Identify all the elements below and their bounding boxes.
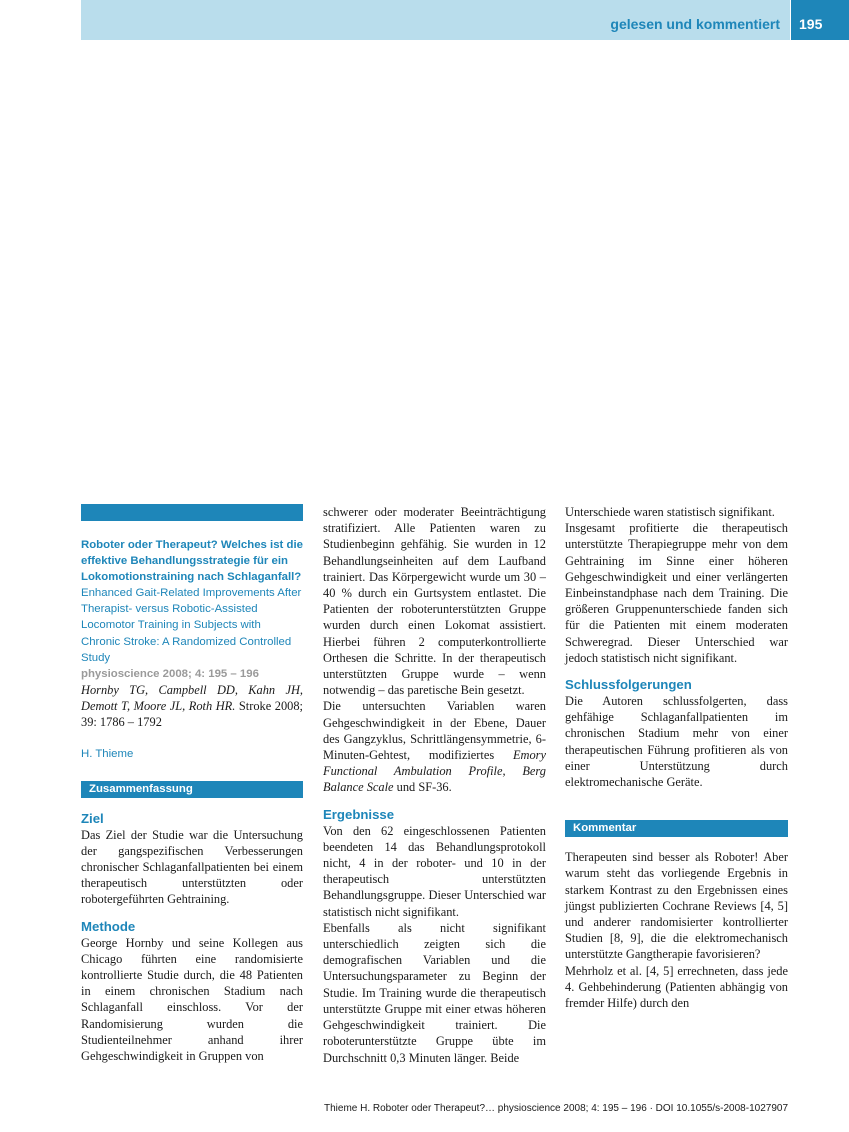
text-kommentar-2: Mehrholz et al. [4, 5] errechneten, dass jede 4. Gehbehinderung (Patienten abhängig von fremder Hilfe) durch den <box>565 963 788 1011</box>
reference-authors: Hornby TG, Campbell DD, Kahn JH, Demott T, Moore JL, Roth HR. <box>81 682 303 714</box>
heading-methode: Methode <box>81 918 136 934</box>
text-methode-2 <box>323 698 546 795</box>
commentator-name: H. Thieme <box>81 748 134 761</box>
reference-bar <box>81 504 303 521</box>
heading-ziel: Ziel <box>81 810 104 826</box>
column-3 <box>565 504 788 1011</box>
reference-title-en: Enhanced Gait-Related Improvements After Therapist- versus Robotic-Assisted Locomotor Training in Subjects with Chronic Stroke: A Randomized Controlled Study <box>81 587 302 664</box>
text-methode-2-end: und SF-36. <box>393 780 452 795</box>
text-ergebnisse-1: Von den 62 eingeschlossenen Patienten beendeten 14 das Behandlungsprotokoll nicht, 4 in der roboter- und 10 in der therapeutisch unterstützten Behandlungsgruppe. Dieser Unterschied war statistisch nicht signifikant. <box>323 823 546 919</box>
reference-citation <box>81 682 303 731</box>
running-head: gelesen und kommentiert <box>610 16 780 32</box>
text-ergebnisse-2: Ebenfalls als nicht signifikant unterschiedlich zeigten sich die demografischen Variablen und die Untersuchungsparameter zu Beginn der Studie. Im Training wurde die therapeutisch unterstützte Gruppe mit einer etwas höheren Gehgeschwindigkeit trainiert. Die roboterunterstützte Gruppe übte im Durchschnitt 0,3 Minuten länger. Beide <box>323 920 546 1065</box>
text-ziel: Das Ziel der Studie war die Untersuchung der gangspezifischen Verbesserungen chronischer Schlaganfallpatienten bei einem therapeutisch unterstützten oder robotergeführten Gehtraining. <box>81 827 303 907</box>
reference-source: physioscience 2008; 4: 195 – 196 <box>81 667 259 680</box>
text-methode-2-italic: Emory Functional Ambulation Profile, Berg Balance Scale <box>323 748 546 795</box>
text-kommentar-1: Therapeuten sind besser als Roboter! Aber warum steht das vorliegende Ergebnis in starkem Kontrast zu den Ergebnissen eines jüngst publizierten Cochrane Reviews [4, 5] und anderer randomisierter kontrollierter Studien [8, 9], die die elektromechanisch unterstützte Gangtherapie favorisieren? <box>565 850 788 962</box>
text-methode-2-start: Die untersuchten Variablen waren Gehgeschwindigkeit in der Ebene, Dauer des Gangzyklus, Schrittlängensymmetrie, 6-Minuten-Gehtest, modifiziertes <box>323 699 546 763</box>
reference-title-de: Roboter oder Therapeut? Welches ist die effektive Behandlungsstrategie für ein Lokomotionstraining nach Schlaganfall? <box>81 539 303 584</box>
heading-schlussfolgerungen: Schlussfolgerungen <box>565 677 692 693</box>
page-number: 195 <box>799 16 823 32</box>
column-2 <box>323 504 546 1066</box>
text-ergebnisse-2-continued: Unterschiede waren statistisch signifikant. <box>565 505 775 519</box>
column-1 <box>81 504 303 1064</box>
text-schlussfolgerungen: Die Autoren schlussfolgerten, dass gehfähige Schlaganfallpatienten im chronischen Stadium mehr von einer therapeutischen Führung profitieren als von einer Unterstützung durch elektromechanische Geräte. <box>565 694 788 790</box>
text-methode-1: George Hornby und seine Kollegen aus Chicago führten eine randomisierte kontrollierte Studie durch, die 48 Patienten in einem chronischen Stadium nach Schlaganfall einschloss. Vor der Randomisierung wurden die Studienteilnehmer anhand ihrer Gehgeschwindigkeit in Gruppen von <box>81 935 303 1064</box>
heading-ergebnisse: Ergebnisse <box>323 806 395 822</box>
text-ergebnisse-3: Insgesamt profitierte die therapeutisch unterstützte Therapiegruppe mehr von dem Gehtraining im Sinne einer höheren Gehgeschwindigkeit und einer verlängerten Einbeinstandphase nach dem Training. Die größeren Gruppenunterschiede fanden sich für die Patienten mit einem moderaten Schweregrad. Dieser Unterschied war jedoch statistisch nicht signifikant. <box>565 521 788 665</box>
text-methode-1-continued: schwerer oder moderater Beeinträchtigung stratifiziert. Alle Patienten waren zu Studienbeginn gehfähig. Sie wurden in 12 Behandlungseinheiten auf dem Laufband trainiert. Das Körpergewicht wurde um 30 – 40 % durch ein Gurtsystem entlastet. Die Patienten der roboterunterstützten Gruppe wurden durch einen Lokomat assistiert. Hierbei führen 2 computerkontrollierte Orthesen die Schritte. In der therapeutisch unterstützten Gruppe wurde – wenn notwendig – das paretische Bein gesetzt. <box>323 505 546 698</box>
footer-citation: Thieme H. Roboter oder Therapeut?… physioscience 2008; 4: 195 – 196 · DOI 10.1055/s-2008-1027907 <box>324 1103 788 1114</box>
reference-journal: Stroke 2008; 39: 1786 – 1792 <box>81 699 303 730</box>
kommentar-label: Kommentar <box>565 820 788 837</box>
summary-label: Zusammenfassung <box>81 781 303 798</box>
